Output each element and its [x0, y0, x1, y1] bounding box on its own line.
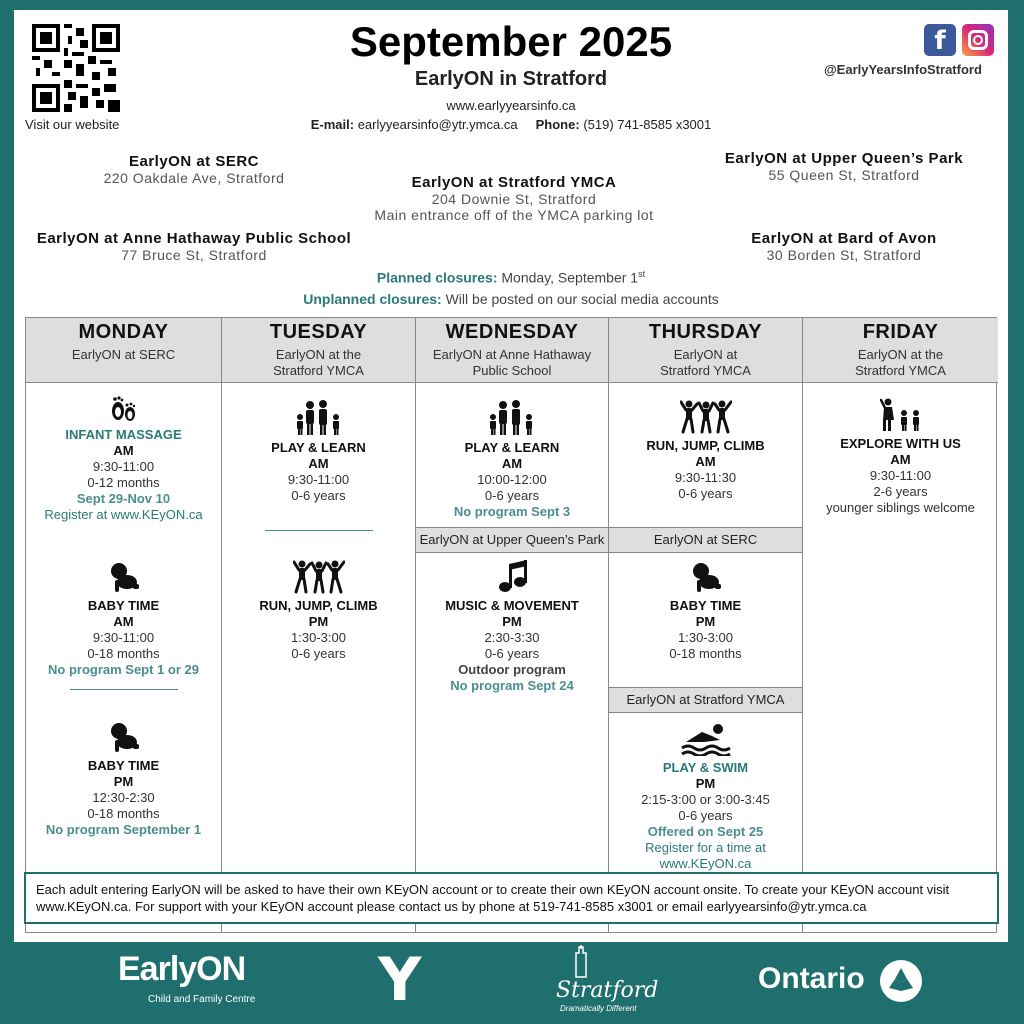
jumping-kids-icon [293, 560, 345, 594]
program-note: No program Sept 1 or 29 [48, 662, 199, 677]
day-location: EarlyON at the [857, 347, 944, 362]
program-session: PM [502, 614, 522, 629]
location-name: EarlyON at Bard of Avon [751, 230, 937, 247]
email-link[interactable]: earlyyearsinfo@ytr.ymca.ca [357, 117, 518, 132]
program-age: 0-12 months [87, 475, 160, 490]
program-name: BABY TIME [87, 598, 160, 613]
stratford-logo: Stratford [556, 978, 659, 1003]
location-address: 30 Borden St, Stratford [766, 247, 922, 263]
planned-closures-label: Planned closures: [376, 269, 498, 286]
page-title: September 2025 [349, 18, 673, 65]
program-session: AM [308, 456, 329, 471]
program-baby-time-am [26, 562, 221, 678]
program-time: 2:15-3:00 or 3:00-3:45 [641, 792, 770, 807]
program-name: PLAY & LEARN [271, 440, 366, 455]
account-notice: Each adult entering EarlyON will be asked to have their own KEyON account or to create their own KEyON account onsite. To create your KEyON account visit www.KEyON.ca. For support with your KEyON account please contact us by phone at 519-741-8585 x3001 or email earlyyearsinfo@ytr.ymca.ca [24, 872, 999, 924]
page-subtitle: EarlyON in Stratford [414, 68, 608, 90]
email-label: E-mail: [310, 117, 355, 132]
adult-children-icon [880, 398, 922, 432]
program-time: 12:30-2:30 [92, 790, 155, 805]
day-name: THURSDAY [648, 321, 763, 343]
program-infant-massage [26, 393, 221, 523]
program-extra: Outdoor program [458, 662, 566, 677]
jumping-kids-icon [680, 400, 732, 434]
location-name: EarlyON at Stratford YMCA [411, 174, 617, 191]
register-link[interactable]: Register at www.KEyON.ca [44, 507, 203, 522]
location-subheader: EarlyON at Upper Queen’s Park [416, 527, 608, 553]
program-explore-with-us [803, 398, 998, 516]
program-session: AM [890, 452, 911, 467]
stratford-logo-tagline: Dramatically Different [560, 1004, 637, 1013]
program-age: 0-18 months [87, 646, 160, 661]
program-note: No program Sept 24 [450, 678, 574, 693]
program-session: AM [113, 443, 134, 458]
location-note: Main entrance off of the YMCA parking lot [374, 207, 654, 223]
location-ymca [354, 174, 674, 223]
day-name: WEDNESDAY [445, 321, 579, 343]
day-location: Stratford YMCA [273, 363, 364, 378]
ontario-logo: Ontario [758, 962, 865, 995]
earlyon-logo-subtitle: Child and Family Centre [148, 994, 256, 1005]
register-link[interactable]: www.KEyON.ca [659, 856, 752, 871]
program-time: 9:30-11:00 [92, 459, 155, 474]
program-note: No program September 1 [45, 822, 202, 837]
planned-closures-text: Monday, September 1 [501, 269, 639, 286]
calendar-page [14, 10, 1008, 942]
location-name: EarlyON at Anne Hathaway Public School [36, 230, 352, 247]
day-location: EarlyON at the [275, 347, 362, 362]
program-name: BABY TIME [669, 598, 742, 613]
program-age: 0-6 years [678, 486, 733, 501]
day-location: Stratford YMCA [855, 363, 946, 378]
program-time: 9:30-11:30 [674, 470, 737, 485]
program-play-learn [416, 400, 608, 520]
program-name: PLAY & LEARN [464, 440, 560, 455]
column-monday [26, 318, 222, 932]
unplanned-closures-text: Will be posted on our social media accounts [445, 291, 719, 307]
program-session: AM [695, 454, 716, 469]
location-bard-of-avon [714, 230, 974, 263]
instagram-icon[interactable] [962, 24, 994, 56]
program-name: MUSIC & MOVEMENT [445, 598, 579, 613]
program-play-swim [609, 722, 802, 872]
program-age: 0-6 years [291, 646, 346, 661]
crawling-baby-icon [107, 722, 141, 754]
day-header [222, 318, 415, 383]
website-link[interactable]: www.earlyyearsinfo.ca [446, 98, 576, 113]
program-name: RUN, JUMP, CLIMB [646, 438, 765, 453]
program-age: 0-6 years [484, 646, 540, 661]
planned-closures [14, 269, 1008, 286]
day-name: MONDAY [78, 321, 169, 343]
program-age: 0-6 years [678, 808, 733, 823]
location-serc [74, 153, 314, 186]
program-play-learn [222, 400, 415, 504]
program-run-jump-climb [609, 400, 802, 502]
day-location: Public School [472, 363, 552, 378]
schedule-table [25, 317, 997, 933]
program-run-jump-climb [222, 560, 415, 662]
contact-line [14, 117, 1008, 132]
day-location: Stratford YMCA [660, 363, 751, 378]
program-age: 0-18 months [669, 646, 742, 661]
day-location: EarlyON at Anne Hathaway [432, 347, 592, 362]
day-header [609, 318, 802, 383]
day-name: FRIDAY [862, 321, 939, 343]
program-note: No program Sept 3 [453, 504, 571, 519]
day-header [26, 318, 221, 383]
column-friday [803, 318, 998, 932]
planned-closures-suffix: st [638, 269, 646, 279]
family-icon [488, 400, 536, 436]
program-age: 0-6 years [484, 488, 540, 503]
program-baby-time-pm [609, 562, 802, 662]
location-subheader: EarlyON at Stratford YMCA [609, 687, 802, 713]
divider [70, 689, 178, 690]
column-thursday [609, 318, 803, 932]
crawling-baby-icon [689, 562, 723, 594]
program-session: AM [113, 614, 134, 629]
stratford-tower-icon [566, 945, 596, 979]
location-subheader: EarlyON at SERC [609, 527, 802, 553]
program-session: AM [501, 456, 523, 471]
location-name: EarlyON at SERC [128, 153, 260, 170]
location-name: EarlyON at Upper Queen’s Park [724, 150, 964, 167]
location-address: 77 Bruce St, Stratford [121, 247, 267, 263]
program-name: RUN, JUMP, CLIMB [259, 598, 378, 613]
program-age: 0-18 months [87, 806, 160, 821]
program-extra: younger siblings welcome [826, 500, 975, 515]
music-note-icon [497, 560, 527, 594]
visit-website-label: Visit our website [25, 117, 120, 132]
day-location: EarlyON at [673, 347, 738, 362]
ontario-trillium-icon [880, 960, 922, 1002]
program-time: 10:00-12:00 [477, 472, 547, 487]
program-session: PM [695, 776, 716, 791]
program-name: PLAY & SWIM [662, 760, 749, 775]
baby-feet-icon [107, 393, 141, 423]
day-name: TUESDAY [269, 321, 368, 343]
program-dates: Sept 29-Nov 10 [76, 491, 171, 506]
program-age: 2-6 years [873, 484, 928, 499]
program-time: 1:30-3:00 [291, 630, 346, 645]
ymca-logo: Y [378, 945, 422, 1015]
unplanned-closures [14, 291, 1008, 307]
unplanned-closures-label: Unplanned closures: [303, 291, 442, 307]
location-address: 55 Queen St, Stratford [768, 167, 920, 183]
location-upper-queens-park [694, 150, 994, 183]
program-session: PM [695, 614, 716, 629]
phone-number[interactable]: (519) 741-8585 x3001 [583, 117, 712, 132]
program-baby-time-pm [26, 722, 221, 838]
program-name: INFANT MASSAGE [65, 427, 182, 442]
program-name: EXPLORE WITH US [840, 436, 961, 451]
program-note: Offered on Sept 25 [647, 824, 764, 839]
program-music-movement [416, 560, 608, 694]
register-text: Register for a time at [645, 840, 766, 855]
divider [265, 530, 373, 531]
facebook-icon[interactable]: f [924, 24, 956, 56]
column-wednesday [416, 318, 609, 932]
column-tuesday [222, 318, 416, 932]
program-time: 9:30-11:00 [92, 630, 155, 645]
location-address: 220 Oakdale Ave, Stratford [103, 170, 285, 186]
program-age: 0-6 years [291, 488, 346, 503]
program-session: PM [308, 614, 329, 629]
earlyon-logo: EarlyON [118, 950, 246, 988]
day-header [803, 318, 998, 383]
social-handle[interactable]: @EarlyYearsInfoStratford [824, 62, 982, 77]
program-time: 2:30-3:30 [484, 630, 540, 645]
family-icon [295, 400, 343, 436]
location-address: 204 Downie St, Stratford [431, 191, 597, 207]
program-session: PM [113, 774, 134, 789]
phone-label: Phone: [535, 117, 580, 132]
crawling-baby-icon [107, 562, 141, 594]
program-time: 9:30-11:00 [869, 468, 932, 483]
day-location: EarlyON at SERC [71, 347, 176, 362]
day-header [416, 318, 608, 383]
program-name: BABY TIME [87, 758, 160, 773]
location-anne-hathaway [19, 230, 369, 263]
program-time: 9:30-11:00 [287, 472, 350, 487]
swimmer-icon [680, 722, 732, 756]
program-time: 1:30-3:00 [678, 630, 733, 645]
